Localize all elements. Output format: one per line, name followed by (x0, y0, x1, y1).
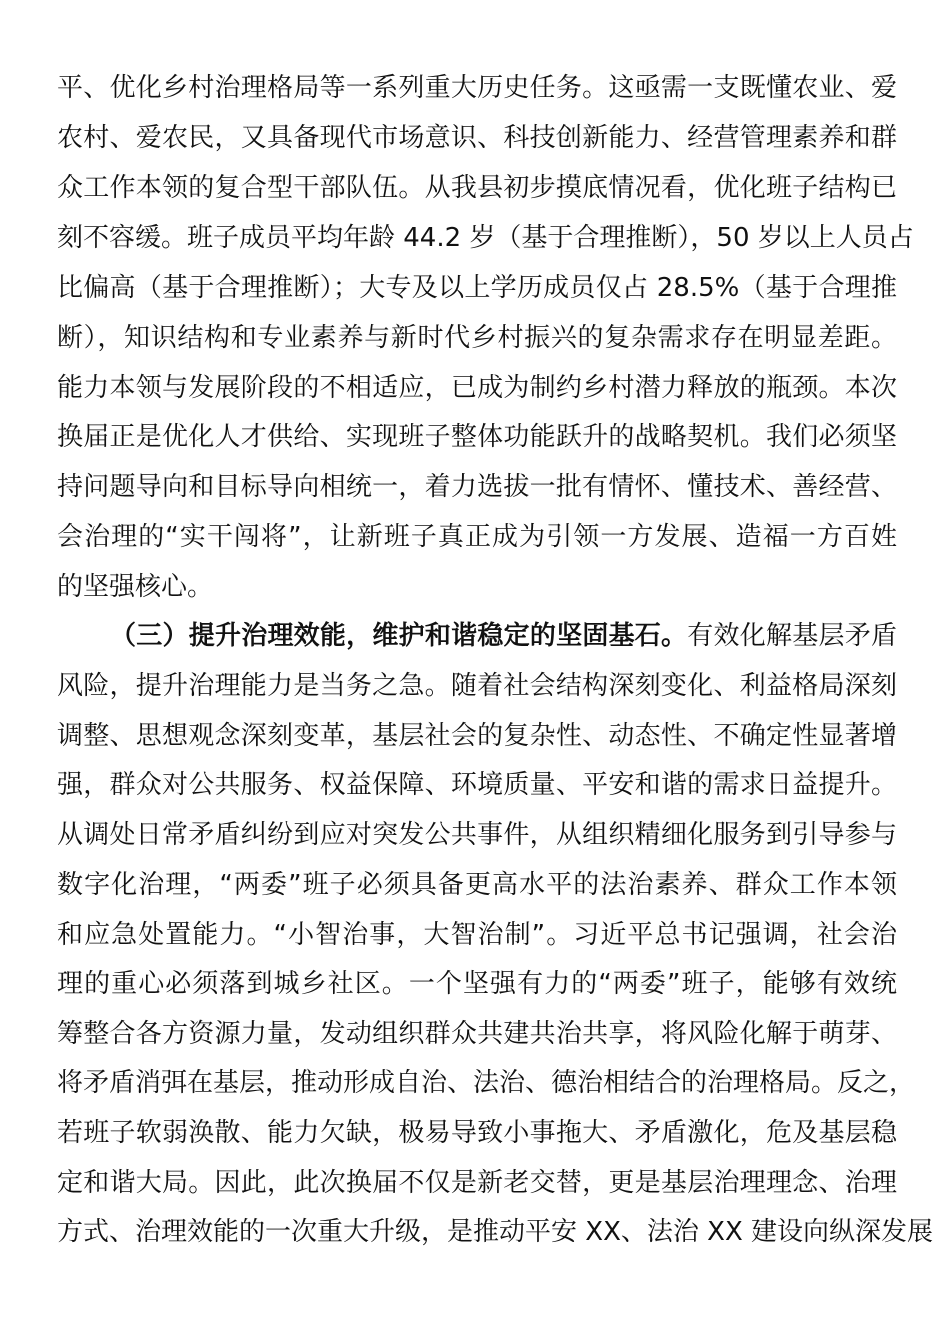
text-line: 从调处日常矛盾纠纷到应对突发公共事件，从组织精细化服务到引导参与 (57, 820, 897, 850)
text-line: 强，群众对公共服务、权益保障、环境质量、平安和谐的需求日益提升。 (57, 770, 897, 800)
text-line: 农村、爱农民，又具备现代市场意识、科技创新能力、经营管理素养和群 (57, 123, 897, 153)
text-line: 方式、治理效能的一次重大升级，是推动平安 XX、法治 XX 建设向纵深发展 (57, 1217, 934, 1247)
text-line: 能力本领与发展阶段的不相适应，已成为制约乡村潜力释放的瓶颈。本次 (57, 373, 897, 403)
text-line: 换届正是优化人才供给、实现班子整体功能跃升的战略契机。我们必须坚 (57, 422, 897, 452)
text-line: 数字化治理，“两委”班子必须具备更高水平的法治素养、群众工作本领 (57, 870, 897, 900)
text-line: 持问题导向和目标导向相统一，着力选拔一批有情怀、懂技术、善经营、 (57, 472, 897, 502)
text-line: 的坚强核心。 (57, 572, 214, 602)
section-heading: （三）提升治理效能，维护和谐稳定的坚固基石。 (110, 621, 688, 651)
text-line: 刻不容缓。班子成员平均年龄 44.2 岁（基于合理推断），50 岁以上人员占 (57, 223, 914, 253)
text-line: 断），知识结构和专业素养与新时代乡村振兴的复杂需求存在明显差距。 (57, 323, 897, 353)
text-line: 众工作本领的复合型干部队伍。从我县初步摸底情况看，优化班子结构已 (57, 173, 897, 203)
text-line: 理的重心必须落到城乡社区。一个坚强有力的“两委”班子，能够有效统 (57, 969, 897, 999)
paragraph-heading-line (110, 614, 897, 658)
heading-line-text: 有效化解基层矛盾 (687, 621, 897, 651)
text-line: 和应急处置能力。“小智治事，大智治制”。习近平总书记强调，社会治 (57, 920, 897, 950)
text-line: 风险，提升治理能力是当务之急。随着社会结构深刻变化、利益格局深刻 (57, 671, 897, 701)
text-line: 定和谐大局。因此，此次换届不仅是新老交替，更是基层治理理念、治理 (57, 1168, 897, 1198)
text-line: 若班子软弱涣散、能力欠缺，极易导致小事拖大、矛盾激化，危及基层稳 (57, 1118, 897, 1148)
text-line: 调整、思想观念深刻变革，基层社会的复杂性、动态性、不确定性显著增 (57, 721, 897, 751)
text-line: 比偏高（基于合理推断）；大专及以上学历成员仅占 28.5%（基于合理推 (57, 273, 897, 303)
text-line: 平、优化乡村治理格局等一系列重大历史任务。这亟需一支既懂农业、爱 (57, 73, 897, 103)
text-line: 会治理的“实干闯将”，让新班子真正成为引领一方发展、造福一方百姓 (57, 522, 897, 552)
text-line: 筹整合各方资源力量，发动组织群众共建共治共享，将风险化解于萌芽、 (57, 1019, 897, 1049)
text-line: 将矛盾消弭在基层，推动形成自治、法治、德治相结合的治理格局。反之， (57, 1068, 916, 1098)
